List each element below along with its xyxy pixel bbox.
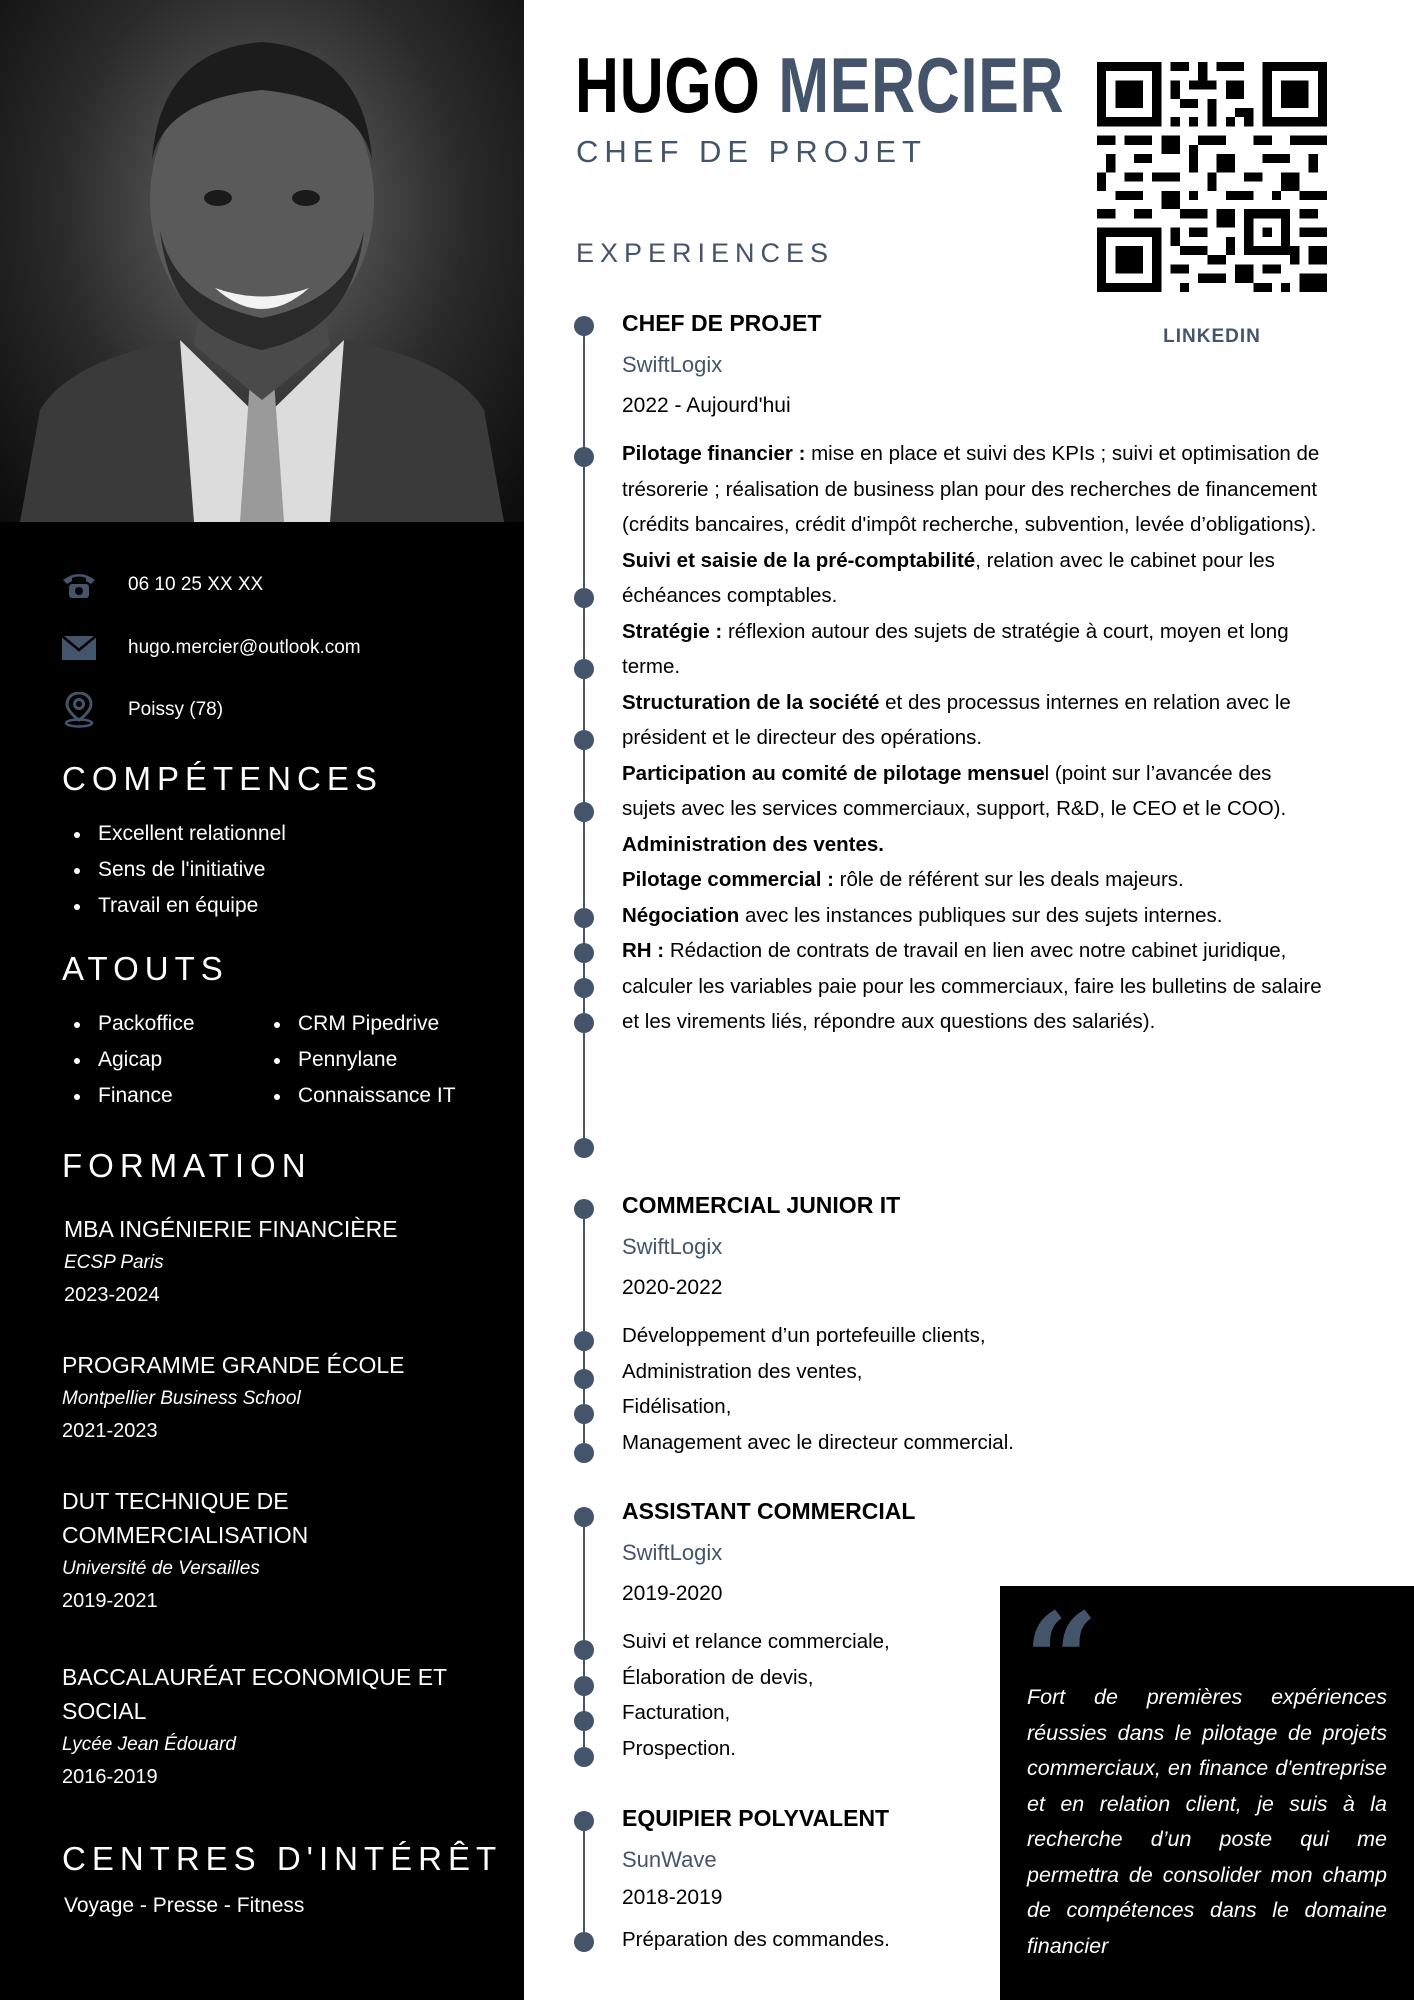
timeline-dot bbox=[574, 447, 594, 467]
job-bullet: Préparation des commandes. bbox=[622, 1928, 890, 1951]
sidebar bbox=[0, 0, 524, 2000]
qr-code[interactable] bbox=[1097, 62, 1327, 292]
school-name: Université de Versailles bbox=[62, 1558, 260, 1579]
quote-text: Fort de premières expériences réussies dans le pilotage de projets commerciaux, en finance d'entreprise et en relation client, je suis à la recherche d’un poste qui me permettra de consolider mon champ de compétences dans le domaine financier bbox=[1027, 1685, 1387, 1958]
list-item: Packoffice bbox=[62, 1006, 195, 1042]
job-bullet: Management avec le directeur commercial. bbox=[622, 1430, 1014, 1454]
education-years: 2016-2019 bbox=[62, 1766, 158, 1788]
timeline-dot bbox=[574, 1199, 594, 1219]
job-description bbox=[622, 1624, 982, 1766]
education-years: 2023-2024 bbox=[64, 1284, 160, 1306]
timeline-dot bbox=[574, 943, 594, 963]
first-name: HUGO bbox=[575, 41, 761, 129]
list-item: Connaissance IT bbox=[262, 1078, 456, 1114]
timeline-dot bbox=[574, 1811, 594, 1831]
location-text: Poissy (78) bbox=[128, 699, 224, 720]
degree-title: DUT TECHNIQUE DE COMMERCIALISATION bbox=[62, 1488, 309, 1548]
education-heading: FORMATION bbox=[62, 1147, 312, 1184]
timeline-dot bbox=[574, 316, 594, 336]
mail-icon bbox=[60, 631, 98, 665]
list-item: Travail en équipe bbox=[62, 888, 286, 924]
interests-heading: CENTRES D'INTÉRÊT bbox=[62, 1840, 503, 1877]
job-dates: 2020-2022 bbox=[622, 1276, 723, 1299]
interests-text: Voyage - Presse - Fitness bbox=[64, 1894, 305, 1917]
job-company: SwiftLogix bbox=[622, 1540, 723, 1565]
full-name bbox=[575, 40, 1064, 131]
job-title: COMMERCIAL JUNIOR IT bbox=[622, 1192, 901, 1218]
job-title: EQUIPIER POLYVALENT bbox=[622, 1805, 890, 1831]
job-description bbox=[622, 1318, 1327, 1460]
timeline-dot bbox=[574, 1747, 594, 1767]
job-bullet: Négociation avec les instances publiques sur des sujets internes. bbox=[622, 903, 1223, 927]
job-bullet: RH : Rédaction de contrats de travail en lien avec notre cabinet juridique, calculer les variables paie pour les commerciaux, faire les bulletins de salaire et les virements liés, répondre aux questions des salariés). bbox=[622, 939, 1322, 1033]
timeline-dot bbox=[574, 1404, 594, 1424]
quote-box bbox=[1000, 1586, 1414, 2000]
timeline-dot bbox=[574, 978, 594, 998]
experiences-heading: EXPERIENCES bbox=[576, 238, 835, 268]
degree-title: BACCALAURÉAT ECONOMIQUE ET SOCIAL bbox=[62, 1664, 447, 1724]
timeline-dot bbox=[574, 1013, 594, 1033]
job-role: CHEF DE PROJET bbox=[576, 134, 927, 169]
assets-list-right bbox=[262, 1006, 456, 1114]
job-dates: 2018-2019 bbox=[622, 1886, 723, 1909]
skills-heading: COMPÉTENCES bbox=[62, 760, 383, 797]
job-bullet: Structuration de la société et des processus internes en relation avec le président et le directeur des opérations. bbox=[622, 690, 1291, 749]
timeline-dot bbox=[574, 1138, 594, 1158]
list-item: Agicap bbox=[62, 1042, 195, 1078]
timeline-dot bbox=[574, 1369, 594, 1389]
list-item: Finance bbox=[62, 1078, 195, 1114]
timeline-line bbox=[583, 1822, 585, 1942]
school-name: ECSP Paris bbox=[64, 1252, 164, 1273]
job-bullet: Pilotage financier : mise en place et suivi des KPIs ; suivi et optimisation de trésorerie ; réalisation de business plan pour des recherches de financement (crédits bancaires, crédit d'impôt recherche, subvention, levée d’obligations). bbox=[622, 442, 1320, 536]
job-dates: 2019-2020 bbox=[622, 1582, 723, 1605]
degree-title: PROGRAMME GRANDE ÉCOLE bbox=[62, 1352, 405, 1378]
education-item bbox=[62, 1484, 392, 1613]
job-company: SwiftLogix bbox=[622, 1234, 723, 1259]
school-name: Montpellier Business School bbox=[62, 1388, 301, 1409]
school-name: Lycée Jean Édouard bbox=[62, 1734, 236, 1755]
education-item bbox=[64, 1212, 504, 1307]
education-years: 2019-2021 bbox=[62, 1590, 158, 1612]
job-bullet: Facturation, bbox=[622, 1701, 731, 1724]
job-bullet: Suivi et saisie de la pré-comptabilité, relation avec le cabinet pour les échéances comptables. bbox=[622, 548, 1275, 607]
contact-phone bbox=[60, 568, 263, 602]
list-item: CRM Pipedrive bbox=[262, 1006, 456, 1042]
list-item: Excellent relationnel bbox=[62, 816, 286, 852]
education-item bbox=[62, 1660, 502, 1789]
timeline-dot bbox=[574, 1640, 594, 1660]
job-company: SwiftLogix bbox=[622, 352, 723, 377]
job-bullet: Participation au comité de pilotage mensuel (point sur l’avancée des sujets avec les services commerciaux, support, R&D, le CEO et le COO). bbox=[622, 761, 1287, 820]
contact-location bbox=[60, 693, 223, 727]
job-bullet: Pilotage commercial : rôle de référent sur les deals majeurs. bbox=[622, 868, 1184, 891]
skills-list bbox=[62, 816, 286, 924]
phone-number: 06 10 25 XX XX bbox=[128, 574, 264, 595]
job-title: ASSISTANT COMMERCIAL bbox=[622, 1498, 916, 1524]
job-bullet: Développement d’un portefeuille clients, bbox=[622, 1324, 986, 1347]
timeline-dot bbox=[574, 1676, 594, 1696]
education-years: 2021-2023 bbox=[62, 1420, 158, 1442]
education-item bbox=[62, 1348, 502, 1443]
timeline-dot bbox=[574, 1932, 594, 1952]
timeline-dot bbox=[574, 1331, 594, 1351]
assets-heading: ATOUTS bbox=[62, 950, 229, 987]
timeline-dot bbox=[574, 1443, 594, 1463]
list-item: Sens de l'initiative bbox=[62, 852, 286, 888]
profile-photo bbox=[0, 0, 524, 522]
contact-email bbox=[60, 631, 361, 665]
assets-list-left bbox=[62, 1006, 195, 1114]
timeline-dot bbox=[574, 908, 594, 928]
list-item: Pennylane bbox=[262, 1042, 456, 1078]
timeline-dot bbox=[574, 802, 594, 822]
qr-label: LINKEDIN bbox=[1163, 326, 1261, 347]
job-dates: 2022 - Aujourd'hui bbox=[622, 394, 791, 417]
job-bullet: Prospection. bbox=[622, 1736, 736, 1760]
email-address: hugo.mercier@outlook.com bbox=[128, 637, 361, 658]
job-bullet: Administration des ventes. bbox=[622, 832, 885, 856]
timeline-dot bbox=[574, 1507, 594, 1527]
quote-icon: “ bbox=[1024, 1584, 1099, 1737]
job-description bbox=[622, 436, 1327, 1040]
degree-title: MBA INGÉNIERIE FINANCIÈRE bbox=[64, 1216, 398, 1242]
job-bullet: Stratégie : réflexion autour des sujets de stratégie à court, moyen et long terme. bbox=[622, 619, 1289, 678]
job-description bbox=[622, 1922, 982, 1958]
timeline-dot bbox=[574, 730, 594, 750]
timeline-dot bbox=[574, 588, 594, 608]
job-bullet: Administration des ventes, bbox=[622, 1359, 863, 1383]
location-icon bbox=[60, 693, 98, 727]
timeline-dot bbox=[574, 1711, 594, 1731]
last-name: MERCIER bbox=[778, 41, 1065, 129]
job-bullet: Élaboration de devis, bbox=[622, 1665, 814, 1689]
phone-icon bbox=[60, 568, 98, 602]
job-title: CHEF DE PROJET bbox=[622, 310, 822, 336]
job-bullet: Fidélisation, bbox=[622, 1395, 732, 1418]
timeline-dot bbox=[574, 659, 594, 679]
job-bullet: Suivi et relance commerciale, bbox=[622, 1630, 890, 1653]
job-company: SunWave bbox=[622, 1847, 717, 1872]
